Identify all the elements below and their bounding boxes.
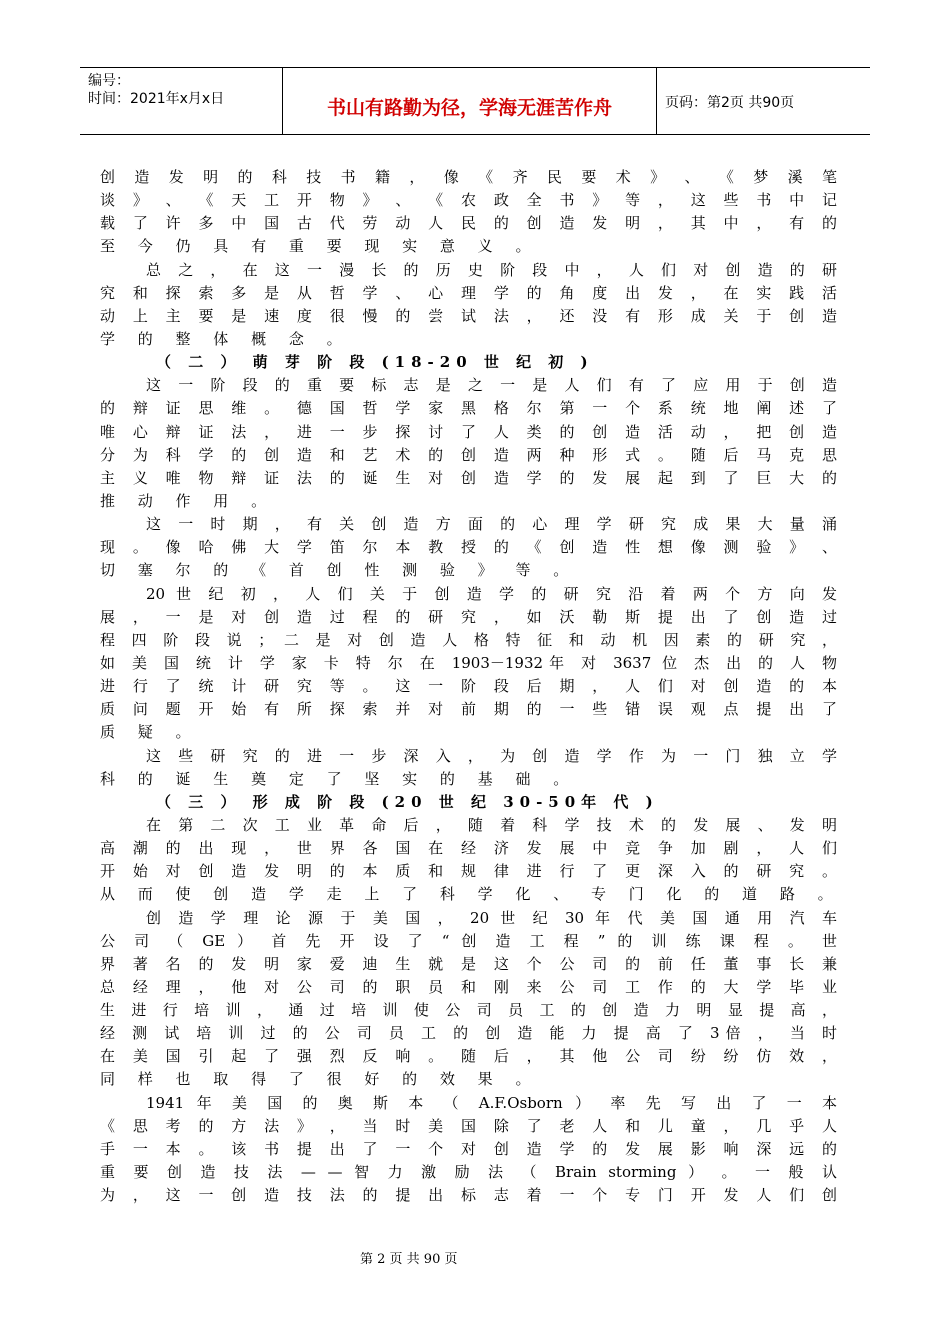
body-line: 重 要 创 造 技 法 — — 智 力 激 励 法 （ Brain storming ） 。 一 般 认	[100, 1163, 837, 1182]
body-line: 程 四 阶 段 说 ； 二 是 对 创 造 人 格 特 征 和 动 机 因 素 的 研 究 ，	[100, 630, 837, 649]
body-line: 进 行 了 统 计 研 究 等 。 这 一 阶 段 后 期 ， 人 们 对 创 造 的 本	[100, 677, 837, 696]
body-line: 的 辩 证 思 维 。 德 国 哲 学 家 黑 格 尔 第 一 个 系 统 地 阐 述 了	[100, 399, 837, 418]
section-heading: （ 二 ） 萌 芽 阶 段 (18-20 世 纪 初 )	[156, 353, 594, 372]
body-line: 为 ， 这 一 创 造 技 法 的 提 出 标 志 着 一 个 专 门 开 发 人 们 创	[100, 1186, 837, 1205]
paragraph-start: 创 造 学 理 论 源 于 美 国 ， 20 世 纪 30 年 代 美 国 通 用 汽 车	[146, 908, 837, 927]
header-page-info: 页码：第2页 共90页	[665, 95, 795, 111]
body-line: 分 为 科 学 的 创 造 和 艺 术 的 创 造 两 种 形 式 。 随 后 马 克 思	[100, 445, 837, 464]
paragraph-start: 20 世 纪 初 ， 人 们 关 于 创 造 学 的 研 究 沿 着 两 个 方 向 发	[146, 584, 837, 603]
body-line: 界 著 名 的 发 明 家 爱 迪 生 就 是 这 个 公 司 的 前 任 董 事 长 兼	[100, 954, 837, 973]
paragraph-start: 在 第 二 次 工 业 革 命 后 ， 随 着 科 学 技 术 的 发 展 、 发 明	[146, 815, 837, 834]
document-header	[80, 67, 870, 135]
body-line: 在 美 国 引 起 了 强 烈 反 响 。 随 后 ， 其 他 公 司 纷 纷 仿 效 ，	[100, 1047, 837, 1066]
paragraph-start: 这 些 研 究 的 进 一 步 深 入 ， 为 创 造 学 作 为 一 门 独 立 学	[146, 746, 837, 765]
body-line: 至 今 仍 具 有 重 要 现 实 意 义 。	[100, 237, 540, 256]
document-date-label: 时间：2021年x月x日	[88, 91, 225, 107]
body-line: 如 美 国 统 计 学 家 卡 特 尔 在 1903－1932年 对 3637 位 杰 出 的 人 物	[100, 653, 837, 672]
body-line: 质 疑 。	[100, 723, 200, 742]
body-line: 《 思 考 的 方 法 》 ， 当 时 美 国 除 了 老 人 和 儿 童 ， 几 乎 人	[100, 1116, 837, 1135]
body-line: 手 一 本 。 该 书 提 出 了 一 个 对 创 造 学 的 发 展 影 响 深 远 的	[100, 1139, 837, 1158]
document-number-label: 编号：	[88, 73, 130, 89]
body-line: 质 问 题 开 始 有 所 探 索 并 对 前 期 的 一 些 错 误 观 点 提 出 了	[100, 700, 837, 719]
body-line: 主 义 唯 物 辩 证 法 的 诞 生 对 创 造 学 的 发 展 起 到 了 巨 大 的	[100, 468, 837, 487]
body-line: 动 上 主 要 是 速 度 很 慢 的 尝 试 法 ， 还 没 有 形 成 关 于 创 造	[100, 306, 837, 325]
body-line: 切 塞 尔 的 《 首 创 性 测 验 》 等 。	[100, 561, 578, 580]
body-line: 经 测 试 培 训 过 的 公 司 员 工 的 创 造 能 力 提 高 了 3倍 ， 当 时	[100, 1024, 837, 1043]
body-line: 开 始 对 创 造 发 明 的 本 质 和 规 律 进 行 了 更 深 入 的 研 究 。	[100, 862, 837, 881]
body-line: 科 的 诞 生 奠 定 了 坚 实 的 基 础 。	[100, 769, 578, 788]
body-line: 从 而 使 创 造 学 走 上 了 科 学 化 、 专 门 化 的 道 路 。	[100, 885, 842, 904]
body-line: 总 经 理 ， 他 对 公 司 的 职 员 和 刚 来 公 司 工 作 的 大 学 毕 业	[100, 977, 837, 996]
body-line: 推 动 作 用 。	[100, 491, 276, 510]
paragraph-start: 这 一 时 期 ， 有 关 创 造 方 面 的 心 理 学 研 究 成 果 大 量 涌	[146, 515, 837, 534]
paragraph-start: 这 一 阶 段 的 重 要 标 志 是 之 一 是 人 们 有 了 应 用 于 创 造	[146, 376, 837, 395]
header-meta	[80, 68, 283, 134]
body-line: 展 ， 一 是 对 创 造 过 程 的 研 究 ， 如 沃 勒 斯 提 出 了 创 造 过	[100, 607, 837, 626]
paragraph-start: 总 之 ， 在 这 一 漫 长 的 历 史 阶 段 中 ， 人 们 对 创 造 的 研	[146, 260, 837, 279]
body-line: 载 了 许 多 中 国 古 代 劳 动 人 民 的 创 造 发 明 ， 其 中 ， 有 的	[100, 214, 837, 233]
body-line: 学 的 整 体 概 念 。	[100, 329, 351, 348]
header-motto: 书山有路勤为径，学海无涯苦作舟	[283, 68, 657, 134]
body-line: 谈 》 、 《 天 工 开 物 》 、 《 农 政 全 书 》 等 ， 这 些 书 中 记	[100, 191, 837, 210]
paragraph-start: 1941 年 美 国 的 奥 斯 本 （ A.F.Osborn ） 率 先 写 出 了 一 本	[146, 1093, 837, 1112]
body-line: 现 。 像 哈 佛 大 学 笛 尔 本 教 授 的 《 创 造 性 想 像 测 验 》 、	[100, 538, 837, 557]
body-line: 唯 心 辩 证 法 ， 进 一 步 探 讨 了 人 类 的 创 造 活 动 ， 把 创 造	[100, 422, 837, 441]
body-line: 高 潮 的 出 现 ， 世 界 各 国 在 经 济 发 展 中 竞 争 加 剧 ， 人 们	[100, 839, 837, 858]
section-heading: （ 三 ） 形 成 阶 段 (20 世 纪 30-50年 代 )	[156, 792, 659, 811]
body-line: 公 司 （ GE ） 首 先 开 设 了 “ 创 造 工 程 ” 的 训 练 课 程 。 世	[100, 931, 837, 950]
body-line: 究 和 探 索 多 是 从 哲 学 、 心 理 学 的 角 度 出 发 ， 在 实 践 活	[100, 283, 837, 302]
body-line: 生 进 行 培 训 ， 通 过 培 训 使 公 司 员 工 的 创 造 力 明 显 提 高 ，	[100, 1001, 837, 1020]
body-line: 同 样 也 取 得 了 很 好 的 效 果 。	[100, 1070, 540, 1089]
page-footer: 第 2 页 共 90 页	[360, 1252, 458, 1267]
document-body	[100, 166, 842, 1207]
body-line: 创 造 发 明 的 科 技 书 籍 ， 像 《 齐 民 要 术 》 、 《 梦 溪 笔	[100, 168, 837, 186]
